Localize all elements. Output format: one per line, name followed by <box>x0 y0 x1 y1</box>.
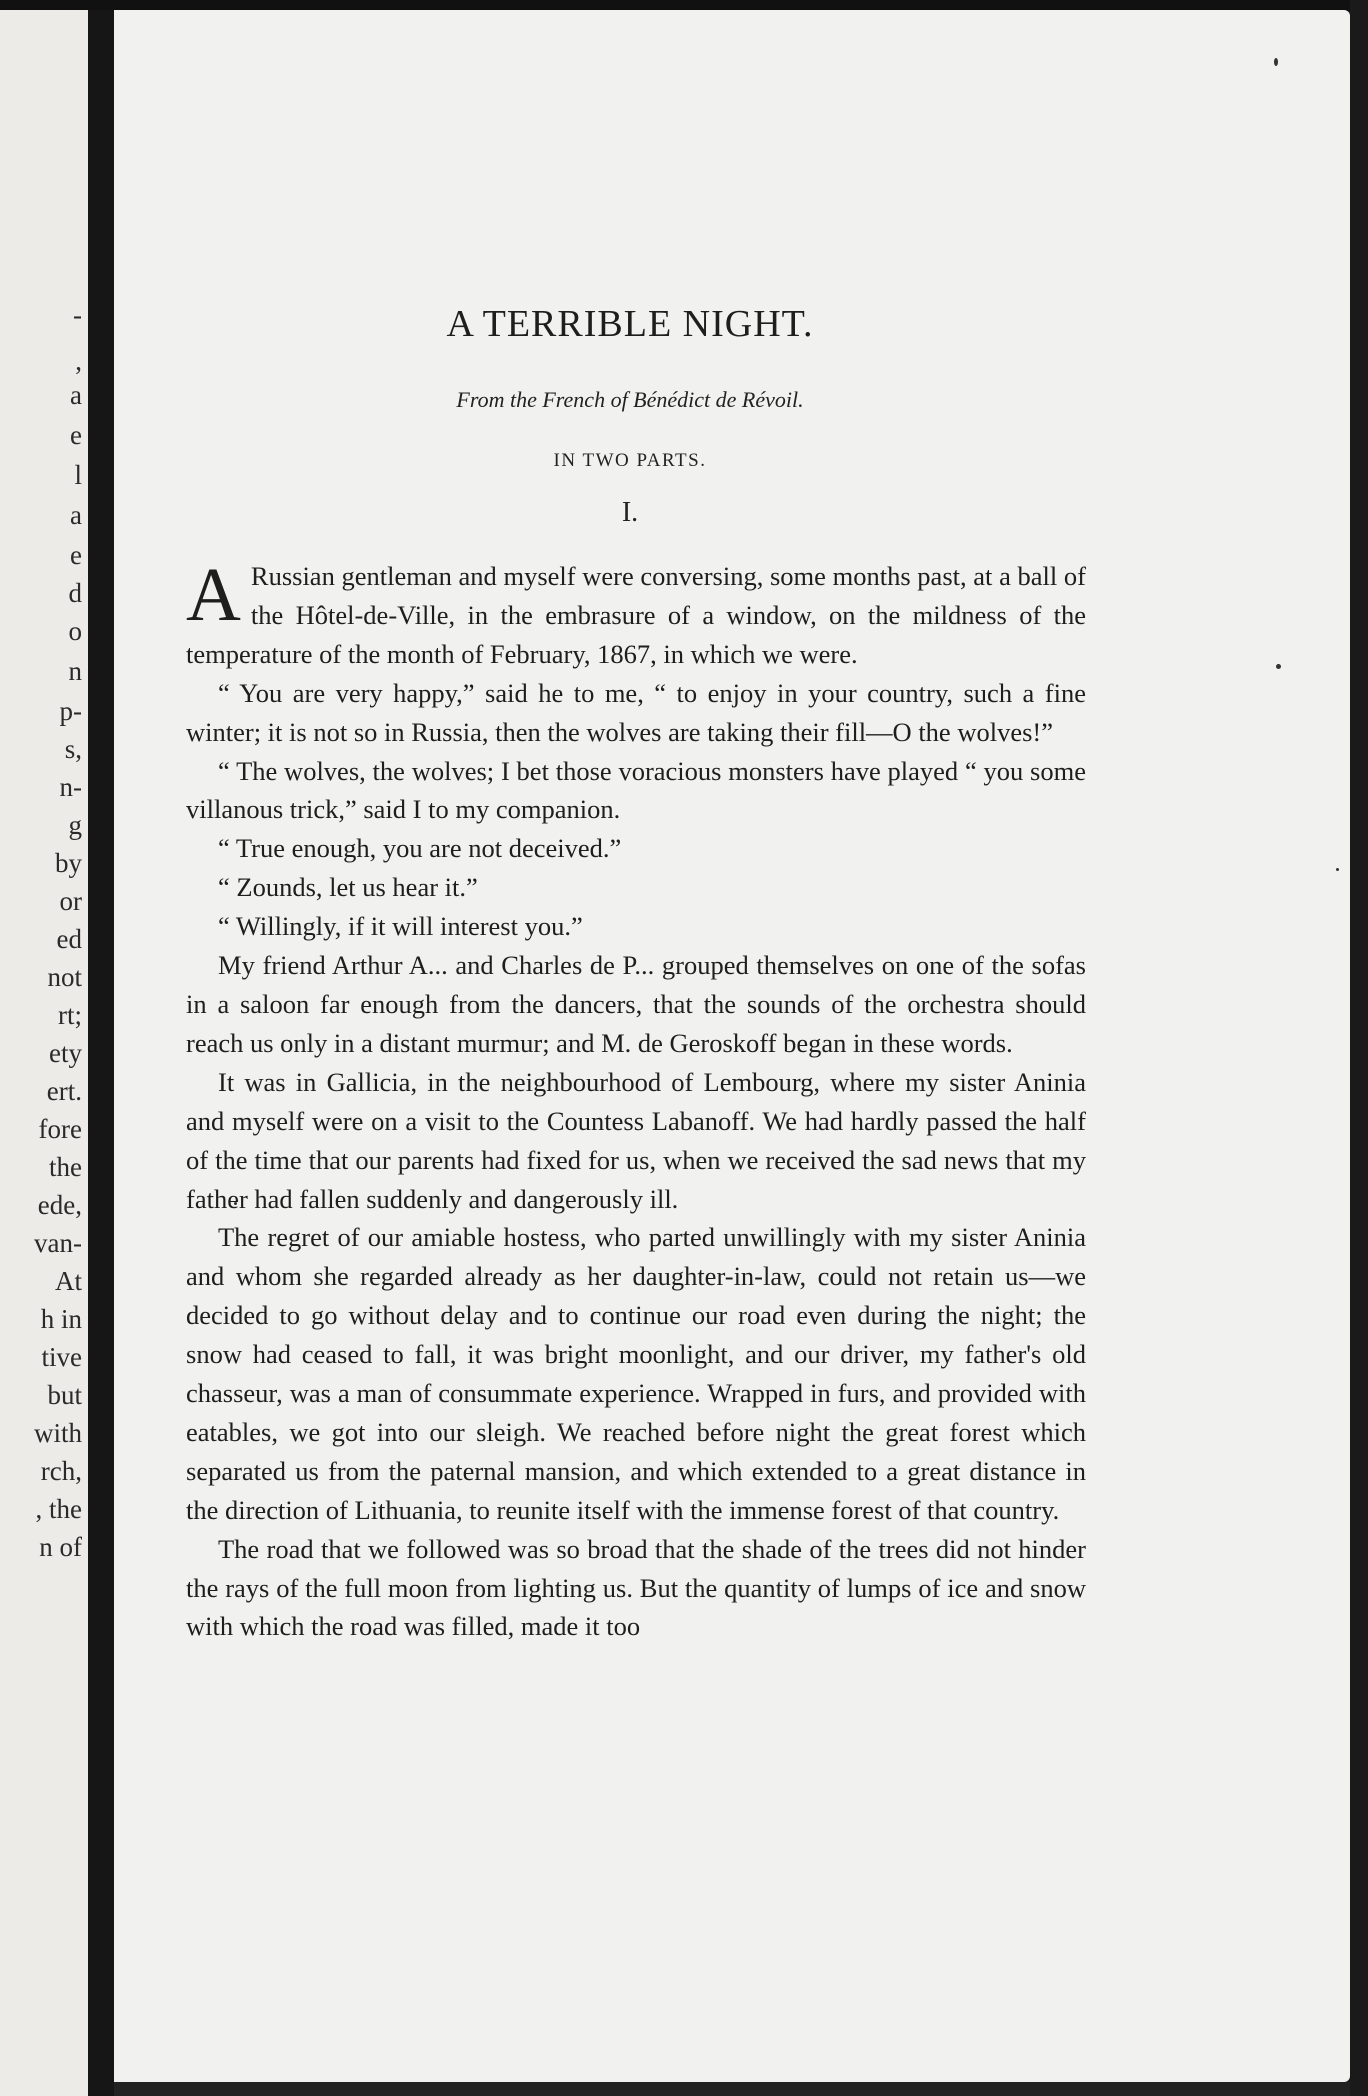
facing-page-fragment: At <box>55 1266 82 1296</box>
facing-page-fragment: rch, <box>40 1456 82 1486</box>
paragraph <box>186 553 1086 674</box>
facing-page-fragment: a <box>70 380 82 410</box>
facing-page-fragment: with <box>33 1418 82 1448</box>
article-source: From the French of Bénédict de Révoil. <box>456 387 804 412</box>
facing-page-fragment: a <box>70 500 82 530</box>
paragraph: “ The wolves, the wolves; I bet those voracious monsters have played “ you some villanous trick,” said I to my companion. <box>186 755 1086 825</box>
facing-page-fragment: ety <box>49 1038 82 1068</box>
paragraph: It was in Gallicia, in the neighbourhood of Lembourg, where my sister Aninia and myself were on a visit to the Countess Labanoff. We had hardly passed the half of the time that our parents had fixed for us, when we received the sad news that my father had fallen suddenly and dangerously ill. <box>186 1066 1086 1214</box>
facing-page-fragment: tive <box>41 1342 82 1372</box>
facing-page-fragment: ert. <box>46 1076 82 1106</box>
facing-page-fragment: fore <box>38 1114 82 1144</box>
facing-page-fragment: e <box>70 420 82 450</box>
facing-page-fragment: s, <box>64 734 82 764</box>
facing-page-fragment: ede, <box>37 1190 82 1220</box>
facing-page-fragment: h in <box>40 1304 82 1334</box>
paragraph: The road that we followed was so broad that the shade of the trees did not hinder the rays of the full moon from lighting us. But the quantity of lumps of ice and snow with which the road was filled, made it too <box>186 1533 1086 1642</box>
paragraph: The regret of our amiable hostess, who parted unwillingly with my sister Aninia and whom she regarded already as her daughter-in-law, could not retain us—we decided to go without delay and to continue our road even during the night; the snow had ceased to fall, it was bright moonlight, and our driver, my father's old chasseur, was a man of consummate experience. Wrapped in furs, and provided with eatables, we got into our sleigh. We reached before night the great forest which separated us from the paternal mansion, and which extended to a great distance in the direction of Lithuania, to reunite itself with the immense forest of that country. <box>186 1222 1086 1525</box>
scan-bottom-edge <box>114 2082 1350 2096</box>
paper-speck <box>1336 868 1339 871</box>
paper-speck <box>1276 664 1281 669</box>
facing-page-fragment: n <box>68 656 82 686</box>
facing-page-fragment: the <box>49 1152 82 1182</box>
facing-page-fragment: g <box>68 810 82 840</box>
facing-page-fragment: n- <box>59 772 82 802</box>
book-gutter <box>88 10 114 2096</box>
facing-page-fragment: or <box>59 886 82 916</box>
facing-page-fragment: o <box>68 616 82 646</box>
article-parts-note: IN TWO PARTS. <box>553 450 707 471</box>
facing-page-fragment: p- <box>59 696 82 726</box>
article-title: A TERRIBLE NIGHT. <box>446 303 814 345</box>
facing-page-fragment: not <box>47 962 82 992</box>
paragraph: “ True enough, you are not deceived.” <box>218 833 622 864</box>
scan-right-edge <box>1350 0 1368 2096</box>
facing-page <box>0 10 88 2096</box>
facing-page-fragment: n of <box>39 1532 82 1562</box>
paragraph: My friend Arthur A... and Charles de P... grouped themselves on one of the sofas in a saloon far enough from the dancers, that the sounds of the orchestra should reach us only in a distant murmur; and M. de Geroskoff began in these words. <box>186 950 1086 1058</box>
drop-cap: A <box>186 553 241 637</box>
facing-page-fragment: rt; <box>58 1000 82 1030</box>
facing-page-fragment: d <box>68 578 82 608</box>
facing-page-fragment: , <box>75 346 82 376</box>
facing-page-fragment: e <box>70 540 82 570</box>
facing-page-fragment: l <box>74 460 82 490</box>
paragraph-text: Russian gentleman and myself were conversing, some months past, at a ball of the Hôtel-de-Ville, in the embrasure of a window, on the mildness of the temperature of the month of February, 1867, in which we were. <box>186 561 1086 669</box>
facing-page-fragment: by <box>55 848 82 878</box>
facing-page-fragment: - <box>73 300 82 330</box>
paragraph: “ You are very happy,” said he to me, “ to enjoy in your country, such a fine winter; it is not so in Russia, then the wolves are taking their fill—O the wolves!” <box>186 677 1086 747</box>
paragraph: “ Zounds, let us hear it.” <box>218 872 478 903</box>
facing-page-fragment: but <box>47 1380 82 1410</box>
facing-page-fragment: van- <box>34 1228 82 1258</box>
paper-speck <box>1274 58 1278 66</box>
facing-page-fragment: ed <box>56 924 82 954</box>
paragraph: “ Willingly, if it will interest you.” <box>218 911 583 942</box>
part-number: I. <box>621 497 639 528</box>
article-body <box>186 553 1086 1646</box>
facing-page-fragment: , the <box>35 1494 82 1524</box>
